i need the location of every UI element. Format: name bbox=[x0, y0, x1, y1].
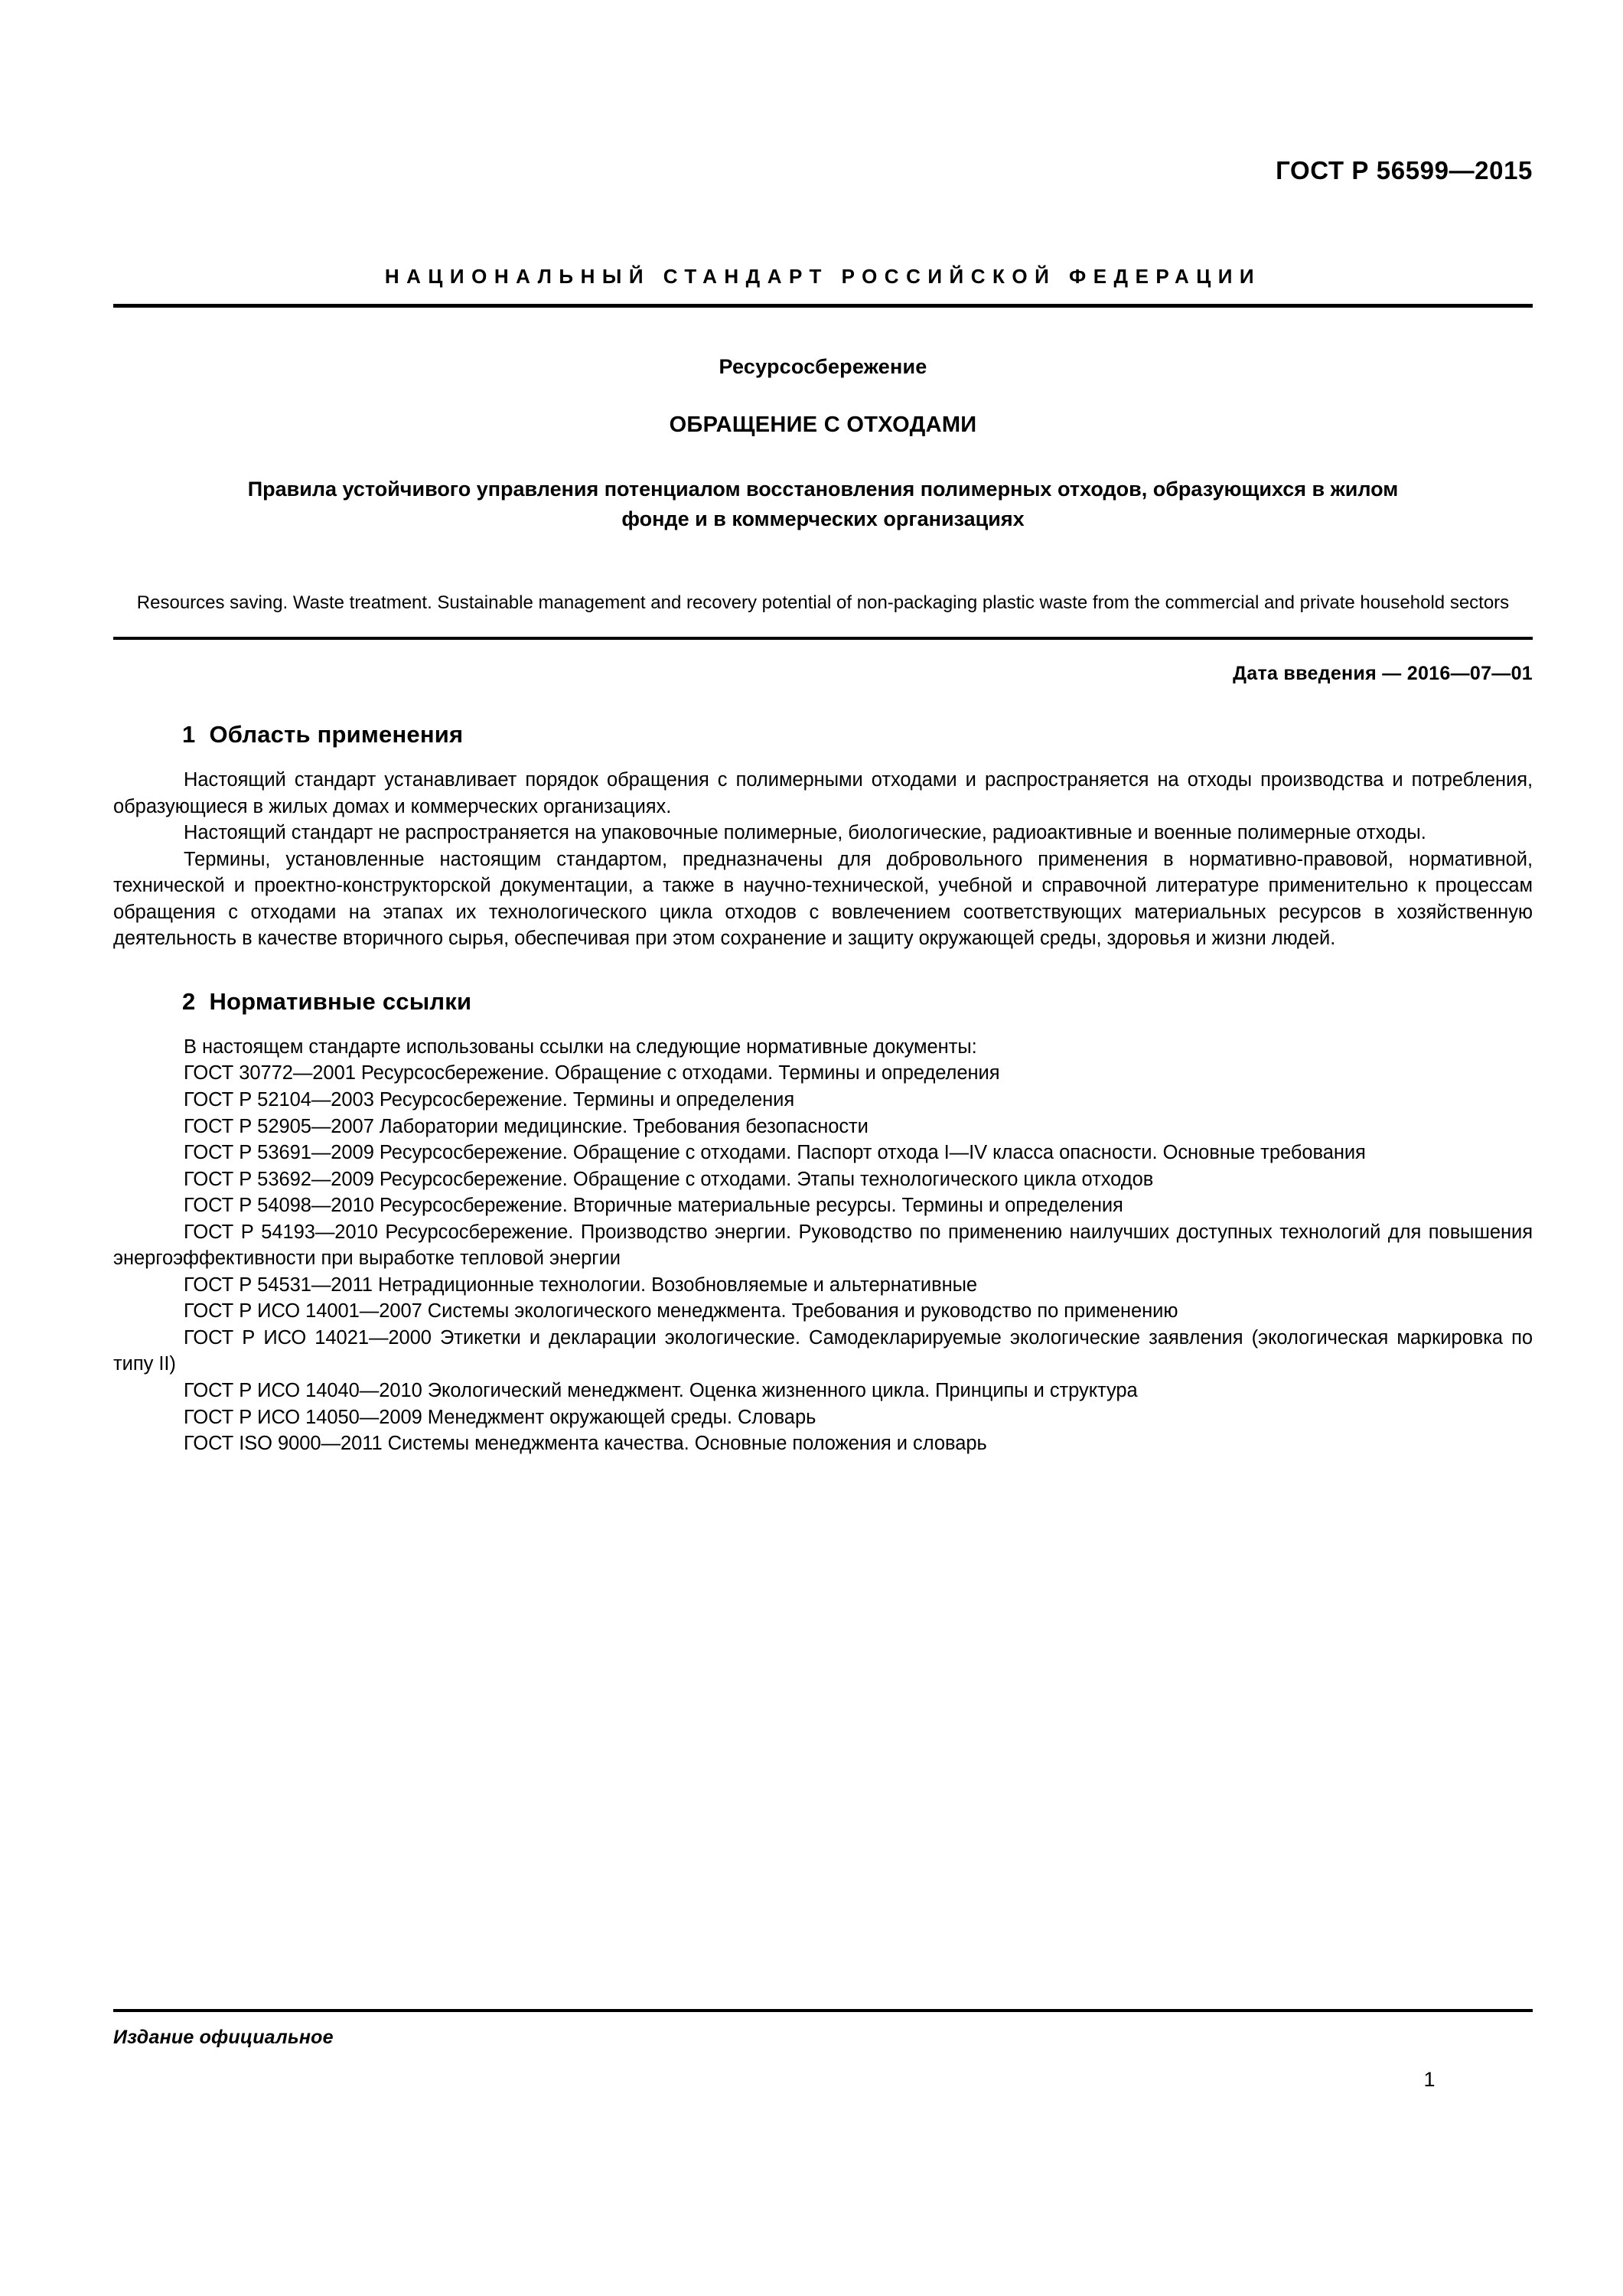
reference-item: ГОСТ Р 52905—2007 Лаборатории медицинские. Требования безопасности bbox=[184, 1115, 869, 1137]
national-standard-banner: НАЦИОНАЛЬНЫЙ СТАНДАРТ РОССИЙСКОЙ ФЕДЕРАЦИИ bbox=[384, 265, 1262, 289]
reference-item: ГОСТ Р 53692—2009 Ресурсосбережение. Обращение с отходами. Этапы технологического цикла отходов bbox=[184, 1168, 1154, 1190]
reference-item: ГОСТ Р 54193—2010 Ресурсосбережение. Производство энергии. Руководство по применению наилучших доступных технологий для повышения энергоэффективности при выработке тепловой энергии bbox=[113, 1221, 1533, 1270]
reference-item: ГОСТ 30772—2001 Ресурсосбережение. Обращение с отходами. Термины и определения bbox=[184, 1062, 1000, 1084]
section-number-1: 1 bbox=[182, 721, 196, 748]
section-title-1: Область применения bbox=[209, 721, 464, 748]
normative-reference-list bbox=[113, 1060, 1533, 1456]
reference-item: ГОСТ Р 53691—2009 Ресурсосбережение. Обращение с отходами. Паспорт отхода I—IV класса опасности. Основные требования bbox=[184, 1142, 1366, 1164]
title-category: Ресурсосбережение bbox=[719, 355, 927, 379]
title-block bbox=[113, 308, 1533, 615]
reference-item: ГОСТ Р ИСО 14021—2000 Этикетки и декларации экологические. Самодекларируемые экологические заявления (экологическая маркировка по типу II) bbox=[113, 1326, 1533, 1375]
reference-item: ГОСТ Р ИСО 14040—2010 Экологический менеджмент. Оценка жизненного цикла. Принципы и структура bbox=[184, 1380, 1138, 1401]
section-2-intro: В настоящем стандарте использованы ссылки на следующие нормативные документы: bbox=[184, 1035, 977, 1058]
reference-item: ГОСТ Р ИСО 14050—2009 Менеджмент окружающей среды. Словарь bbox=[184, 1406, 816, 1428]
section-1-paragraph-2: Настоящий стандарт не распространяется на упаковочные полимерные, биологические, радиоактивные и военные полимерные отходы. bbox=[184, 822, 1426, 844]
standard-code-header: ГОСТ Р 56599—2015 bbox=[1276, 156, 1533, 184]
title-divider-rule bbox=[113, 637, 1533, 640]
reference-item: ГОСТ Р 54098—2010 Ресурсосбережение. Вторичные материальные ресурсы. Термины и определения bbox=[184, 1195, 1123, 1217]
section-heading-1 bbox=[113, 721, 1533, 748]
title-subtitle: Правила устойчивого управления потенциалом восстановления полимерных отходов, образующихся в жилом фонде и в коммерческих организациях bbox=[247, 478, 1399, 530]
title-main: ОБРАЩЕНИЕ С ОТХОДАМИ bbox=[669, 413, 977, 438]
page-content bbox=[113, 0, 1533, 1457]
reference-item: ГОСТ Р 54531—2011 Нетрадиционные технологии. Возобновляемые и альтернативные bbox=[184, 1274, 978, 1296]
reference-item: ГОСТ Р ИСО 14001—2007 Системы экологического менеджмента. Требования и руководство по применению bbox=[184, 1300, 1178, 1322]
section-1-paragraph-1: Настоящий стандарт устанавливает порядок обращения с полимерными отходами и распространяется на отходы производства и потребления, образующиеся в жилых домах и коммерческих организациях. bbox=[113, 769, 1533, 817]
introduction-date: Дата введения — 2016—07—01 bbox=[1233, 663, 1533, 685]
reference-item: ГОСТ ISO 9000—2011 Системы менеджмента качества. Основные положения и словарь bbox=[184, 1433, 987, 1455]
section-heading-2 bbox=[113, 988, 1533, 1016]
reference-item: ГОСТ Р 52104—2003 Ресурсосбережение. Термины и определения bbox=[184, 1088, 795, 1110]
page-number: 1 bbox=[1423, 2068, 1436, 2091]
section-number-2: 2 bbox=[182, 987, 196, 1015]
title-english-translation: Resources saving. Waste treatment. Sustainable management and recovery potential of non-packaging plastic waste from the commercial and private household sectors bbox=[136, 592, 1510, 613]
footer-divider-rule bbox=[113, 2009, 1533, 2012]
official-edition-note: Издание официальное bbox=[113, 2027, 334, 2048]
section-1-paragraph-3: Термины, установленные настоящим стандартом, предназначены для добровольного применения в нормативно-правовой, нормативной, технической и проектно-конструкторской документации, а также в научно-технической, учебной и справочной литературе применительно к процессам обращения с отходами на этапах их технологического цикла отходов с вовлечением соответствующих материальных ресурсов в хозяйственную деятельность в качестве вторичного сырья, обеспечивая при этом сохранение и защиту окружающей среды, здоровья и жизни людей. bbox=[113, 848, 1533, 950]
section-title-2: Нормативные ссылки bbox=[209, 987, 472, 1015]
